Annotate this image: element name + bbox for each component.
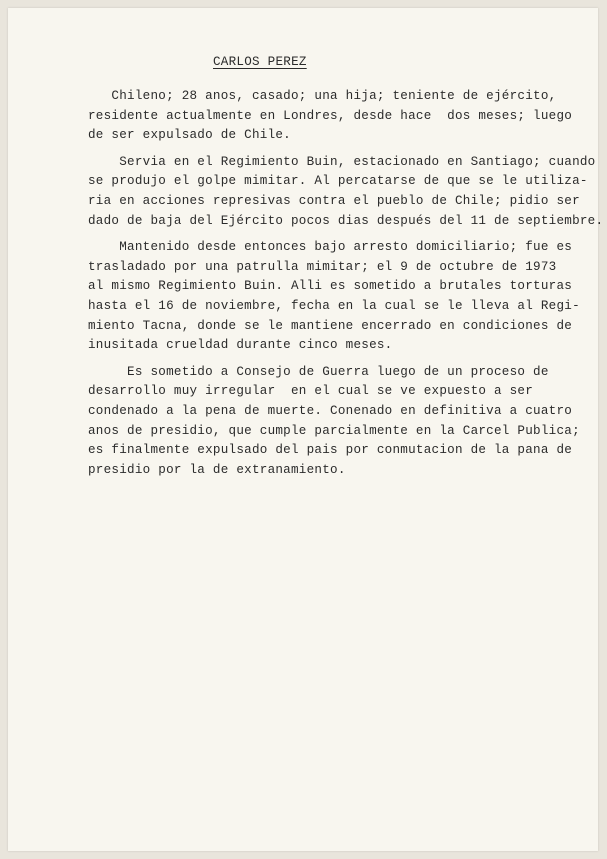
text-line: Servia en el Regimiento Buin, estacionado en Santiago; cuando [88, 154, 596, 169]
text-line: Es sometido a Consejo de Guerra luego de un proceso de [88, 364, 549, 379]
paragraph-3 [88, 238, 588, 356]
text-line: al mismo Regimiento Buin. Alli es sometido a brutales torturas [88, 279, 573, 294]
text-line: se produjo el golpe mimitar. Al percatarse de que se le utiliza- [88, 174, 588, 189]
text-line: condenado a la pena de muerte. Conenado en definitiva a cuatro [88, 403, 573, 418]
text-line: de ser expulsado de Chile. [88, 128, 291, 143]
paragraph-2 [88, 153, 604, 231]
document-body [88, 87, 604, 487]
text-line: dado de baja del Ejército pocos dias después del 11 de septiembre. [88, 213, 604, 228]
text-line: Chileno; 28 anos, casado; una hija; teniente de ejército, [88, 89, 557, 103]
text-line: ria en acciones represivas contra el pueblo de Chile; pidio ser [88, 193, 580, 208]
text-line: desarrollo muy irregular en el cual se ve expuesto a ser [88, 384, 534, 399]
text-line: anos de presidio, que cumple parcialmente en la Carcel Publica; [88, 423, 580, 438]
text-line: es finalmente expulsado del pais por conmutacion de la pana de [88, 443, 573, 458]
text-line: miento Tacna, donde se le mantiene encerrado en condiciones de [88, 318, 573, 333]
document-title: CARLOS PEREZ [213, 55, 307, 69]
text-line: hasta el 16 de noviembre, fecha en la cual se le lleva al Regi- [88, 298, 580, 313]
paragraph-4 [88, 363, 588, 481]
text-line: Mantenido desde entonces bajo arresto domiciliario; fue es [88, 240, 573, 255]
text-line: inusitada crueldad durante cinco meses. [88, 338, 393, 353]
text-line: presidio por la de extranamiento. [88, 462, 346, 477]
text-line: residente actualmente en Londres, desde hace dos meses; luego [88, 108, 573, 123]
document-page [8, 8, 604, 851]
paragraph-1 [88, 87, 588, 146]
text-line: trasladado por una patrulla mimitar; el 9 de octubre de 1973 [88, 259, 557, 274]
